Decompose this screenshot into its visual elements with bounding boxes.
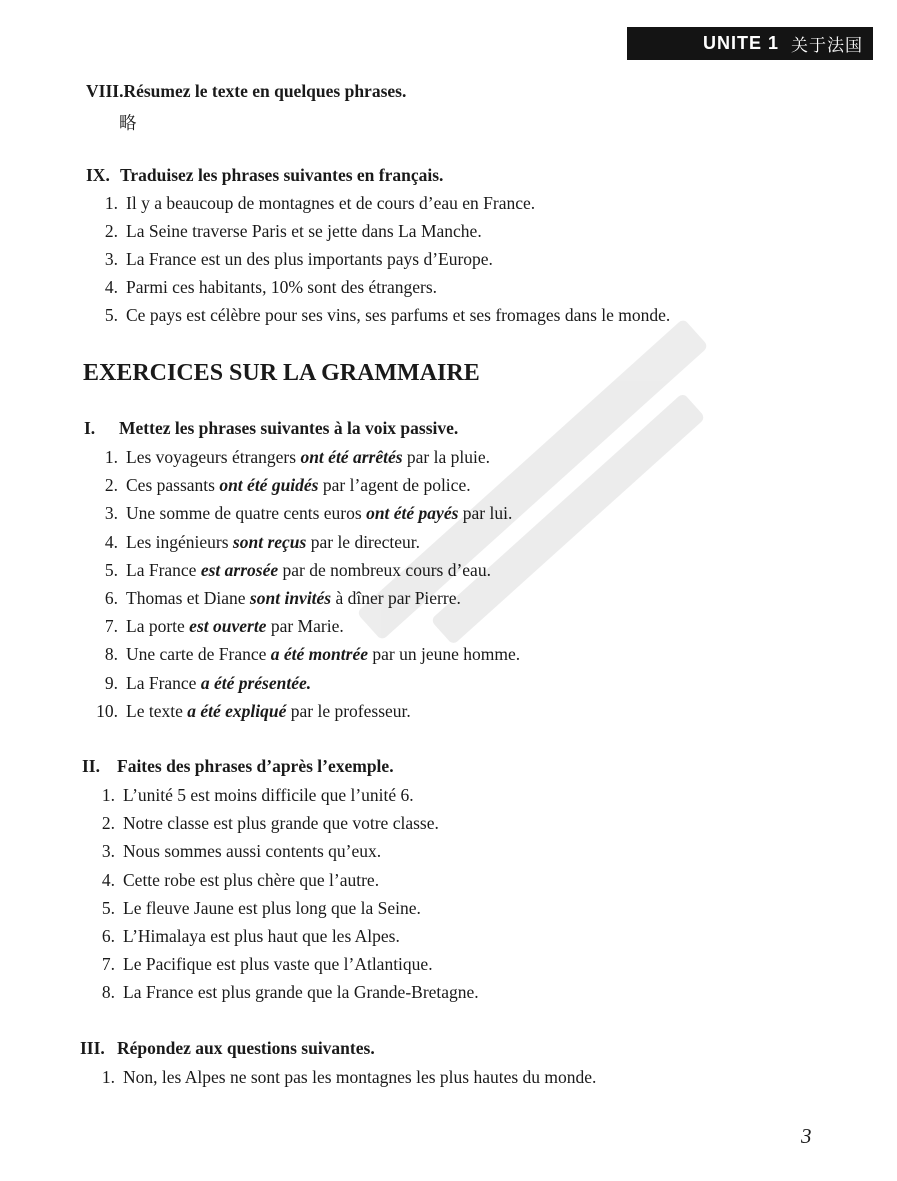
list-item: 8. Une carte de France a été montrée par un jeune homme. bbox=[104, 644, 521, 665]
list-item: 2. Notre classe est plus grande que votre classe. bbox=[101, 813, 439, 834]
list-item: 1. Non, les Alpes ne sont pas les montagnes les plus hautes du monde. bbox=[101, 1067, 597, 1087]
exercise-3-list bbox=[93, 1067, 596, 1095]
list-item: 6. Thomas et Diane sont invités à dîner par Pierre. bbox=[104, 587, 461, 608]
section-9-heading bbox=[86, 165, 443, 186]
exercise-1-list bbox=[96, 447, 520, 729]
list-item: 1. Les voyageurs étrangers ont été arrêtés par la pluie. bbox=[104, 447, 490, 467]
exercise-1-number: I. bbox=[84, 418, 96, 438]
exercise-2-heading bbox=[82, 756, 394, 777]
list-item: 3. Une somme de quatre cents euros ont été payés par lui. bbox=[104, 503, 513, 524]
unit-label: UNITE 1 bbox=[702, 33, 779, 53]
list-item: 10. Le texte a été expliqué par le professeur. bbox=[96, 700, 411, 721]
list-item: 5. La France est arrosée par de nombreux cours d’eau. bbox=[104, 559, 491, 580]
list-item: 8. La France est plus grande que la Grande-Bretagne. bbox=[101, 982, 479, 1003]
list-item: 6. L’Himalaya est plus haut que les Alpes. bbox=[101, 925, 400, 946]
exercise-2-title: Faites des phrases d’après l’exemple. bbox=[117, 756, 394, 776]
list-item: 3. Nous sommes aussi contents qu’eux. bbox=[101, 841, 382, 862]
exercise-2-list bbox=[93, 785, 479, 1011]
grammar-section-title: EXERCICES SUR LA GRAMMAIRE bbox=[83, 360, 480, 386]
unit-header-bar bbox=[627, 27, 873, 60]
exercise-2-number: II. bbox=[82, 756, 100, 776]
exercise-3-heading bbox=[80, 1038, 375, 1059]
section-8-title: Résumez le texte en quelques phrases. bbox=[123, 81, 407, 101]
list-item: 4. Les ingénieurs sont reçus par le directeur. bbox=[104, 531, 421, 552]
exercise-1-heading bbox=[84, 418, 458, 439]
list-item: 9. La France a été présentée. bbox=[104, 672, 312, 693]
list-item: 4. Parmi ces habitants, 10% sont des étrangers. bbox=[104, 277, 438, 297]
list-item: 2. Ces passants ont été guidés par l’agent de police. bbox=[104, 475, 471, 496]
section-9-number: IX. bbox=[86, 165, 110, 185]
section-8-heading bbox=[86, 81, 406, 102]
list-item: 7. La porte est ouverte par Marie. bbox=[104, 616, 344, 637]
list-item: 5. Ce pays est célèbre pour ses vins, ses parfums et ses fromages dans le monde. bbox=[104, 305, 671, 325]
section-9-list bbox=[96, 193, 670, 333]
list-item: 7. Le Pacifique est plus vaste que l’Atlantique. bbox=[101, 954, 433, 975]
list-item: 1. L’unité 5 est moins difficile que l’unité 6. bbox=[101, 785, 414, 805]
list-item: 4. Cette robe est plus chère que l’autre. bbox=[101, 869, 380, 890]
list-item: 1. Il y a beaucoup de montagnes et de cours d’eau en France. bbox=[104, 193, 536, 213]
list-item: 2. La Seine traverse Paris et se jette dans La Manche. bbox=[104, 221, 482, 241]
list-item: 5. Le fleuve Jaune est plus long que la Seine. bbox=[101, 897, 421, 918]
section-8-number: VIII. bbox=[86, 81, 124, 101]
unit-subtitle: 关于法国 bbox=[791, 36, 863, 56]
exercise-3-number: III. bbox=[80, 1038, 105, 1058]
page-number: 3 bbox=[801, 1124, 812, 1148]
exercise-3-title: Répondez aux questions suivantes. bbox=[117, 1038, 375, 1058]
section-8-note: 略 bbox=[119, 113, 137, 133]
list-item: 3. La France est un des plus importants pays d’Europe. bbox=[104, 249, 493, 269]
exercise-1-title: Mettez les phrases suivantes à la voix passive. bbox=[119, 418, 459, 438]
section-9-title: Traduisez les phrases suivantes en français. bbox=[120, 165, 444, 185]
